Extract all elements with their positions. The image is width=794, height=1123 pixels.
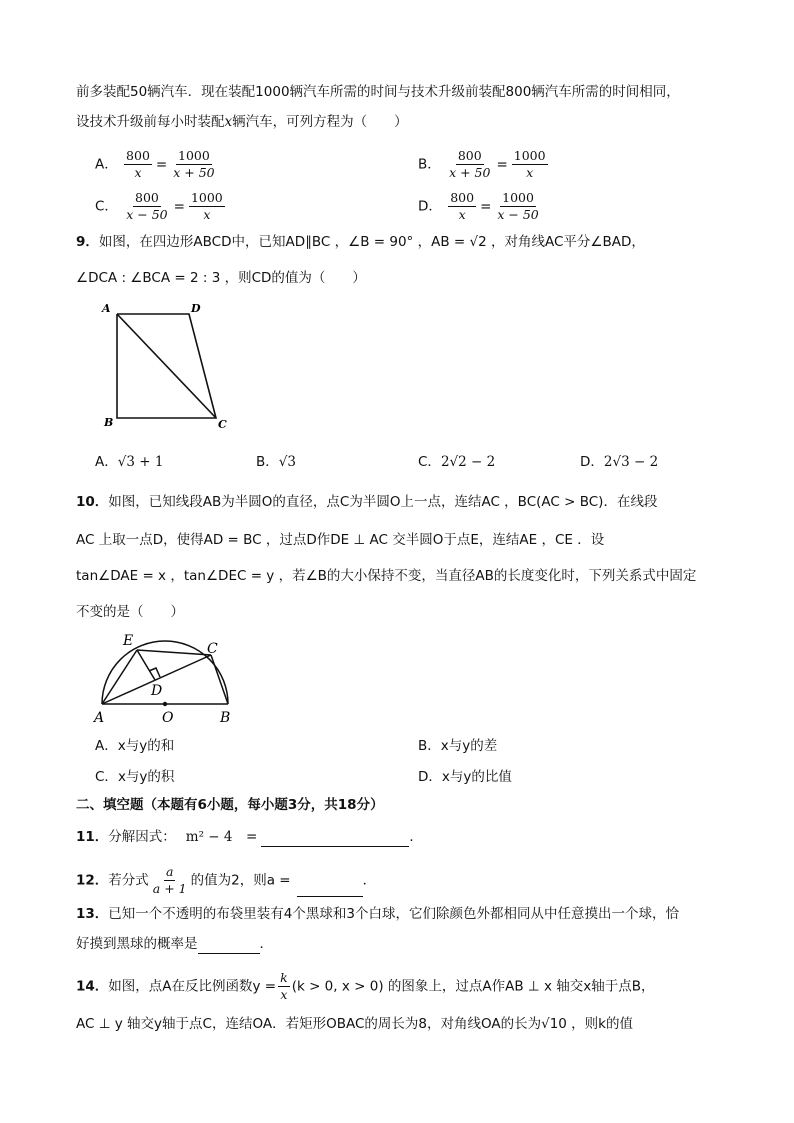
q10-line2: AC 上取一点D，使得AD = BC ，过点D作DE ⊥ AC 交半圆O于点E，连结AE ，CE ．设 — [76, 532, 605, 548]
q10-line4: 不变的是（ ） — [76, 604, 184, 620]
q13-line2: 好摸到黑球的概率是 ． — [76, 936, 273, 952]
q8-option-c[interactable]: C． $\frac{800}{x - 50}$ = $\frac{1000}{x}$ — [95, 190, 223, 222]
figure-label-a: A — [102, 302, 111, 315]
fraction: $\frac{1000}{x}$ — [190, 190, 223, 222]
answer-blank[interactable] — [261, 831, 409, 847]
fraction: $\frac{1000}{x - 50}$ — [497, 190, 539, 222]
figure-label-b: B — [220, 710, 231, 726]
q8-option-a[interactable]: A． $\frac{800}{x}$ = $\frac{1000}{x + 50}$ — [95, 148, 215, 180]
q8-option-d[interactable]: D． $\frac{800}{x}$ = $\frac{1000}{x - 50}$ — [418, 190, 539, 222]
q10-line3: tan∠DAE = x ，tan∠DEC = y ，若∠B的大小保持不变，当直径AB的长度变化时，下列关系式中固定 — [76, 568, 697, 584]
q9-option-d[interactable]: D．2√3 − 2 — [580, 454, 659, 470]
section-title: 二、填空题（本题有6小题，每小题3分，共18分） — [76, 797, 384, 813]
figure-label-d: D — [191, 302, 201, 315]
q9-figure — [96, 298, 246, 438]
fraction: $\frac{800}{x}$ — [126, 148, 150, 180]
figure-label-d: D — [151, 683, 163, 699]
q10-figure — [90, 626, 250, 730]
q9-option-a[interactable]: A．√3 + 1 — [95, 454, 164, 470]
q10-option-c[interactable]: C．x与y的积 — [95, 769, 175, 785]
answer-blank[interactable] — [297, 881, 363, 897]
q9-line2: ∠DCA : ∠BCA = 2 : 3 ，则CD的值为（ ） — [76, 270, 366, 286]
fraction: $\frac{1000}{x}$ — [513, 148, 546, 180]
figure-label-c: C — [218, 418, 227, 431]
q10-option-a[interactable]: A．x与y的和 — [95, 738, 175, 754]
q13-line1: 13．已知一个不透明的布袋里装有4个黑球和3个白球，它们除颜色外都相同从中任意摸出一个球，恰 — [76, 906, 679, 922]
q8-line1: 前多装配50辆汽车．现在装配1000辆汽车所需的时间与技术升级前装配800辆汽车所需的时间相同， — [76, 84, 680, 100]
q9-line1: 9．如图，在四边形ABCD中，已知AD∥BC ，∠B = 90° ，AB = √2 ，对角线AC平分∠BAD， — [76, 234, 645, 250]
fraction: $\frac{a}{a + 1}$ — [152, 864, 187, 896]
figure-label-o: O — [162, 710, 174, 726]
q10-option-b[interactable]: B．x与y的差 — [418, 738, 498, 754]
q10-line1: 10．如图，已知线段AB为半圆O的直径，点C为半圆O上一点，连结AC ，BC(AC > BC)．在线段 — [76, 494, 658, 510]
figure-label-c: C — [207, 641, 218, 657]
fraction: $\frac{800}{x + 50}$ — [449, 148, 491, 180]
q8-line2: 设技术升级前每小时装配x辆汽车，可列方程为（ ） — [76, 114, 408, 130]
figure-label-e: E — [123, 633, 134, 649]
fraction: $\frac{800}{x - 50}$ — [126, 190, 168, 222]
q9-option-c[interactable]: C．2√2 − 2 — [418, 454, 496, 470]
q8-option-b[interactable]: B． $\frac{800}{x + 50}$ = $\frac{1000}{x}$ — [418, 148, 546, 180]
q10-option-d[interactable]: D．x与y的比值 — [418, 769, 512, 785]
answer-blank[interactable] — [198, 938, 260, 954]
center-point — [163, 702, 167, 706]
q14-line2: AC ⊥ y 轴交y轴于点C，连结OA．若矩形OBAC的周长为8，对角线OA的长为√10 ，则k的值 — [76, 1016, 633, 1032]
fraction: $\frac{800}{x}$ — [450, 190, 475, 222]
figure-label-a: A — [94, 710, 105, 726]
q14-line1: 14．如图，点A在反比例函数y = $\frac{k}{x}$ (k > 0, x > 0) 的图象上，过点A作AB ⊥ x 轴交x轴于点B， — [76, 970, 655, 1002]
q9-option-b[interactable]: B．√3 — [256, 454, 296, 470]
q11-line: 11．分解因式： m² − 4 = ． — [76, 829, 423, 845]
q12-line: 12．若分式 $\frac{a}{a + 1}$ 的值为2，则a = ． — [76, 864, 377, 896]
fraction: $\frac{1000}{x + 50}$ — [173, 148, 215, 180]
figure-label-b: B — [104, 416, 114, 429]
fraction: $\frac{k}{x}$ — [280, 970, 288, 1002]
